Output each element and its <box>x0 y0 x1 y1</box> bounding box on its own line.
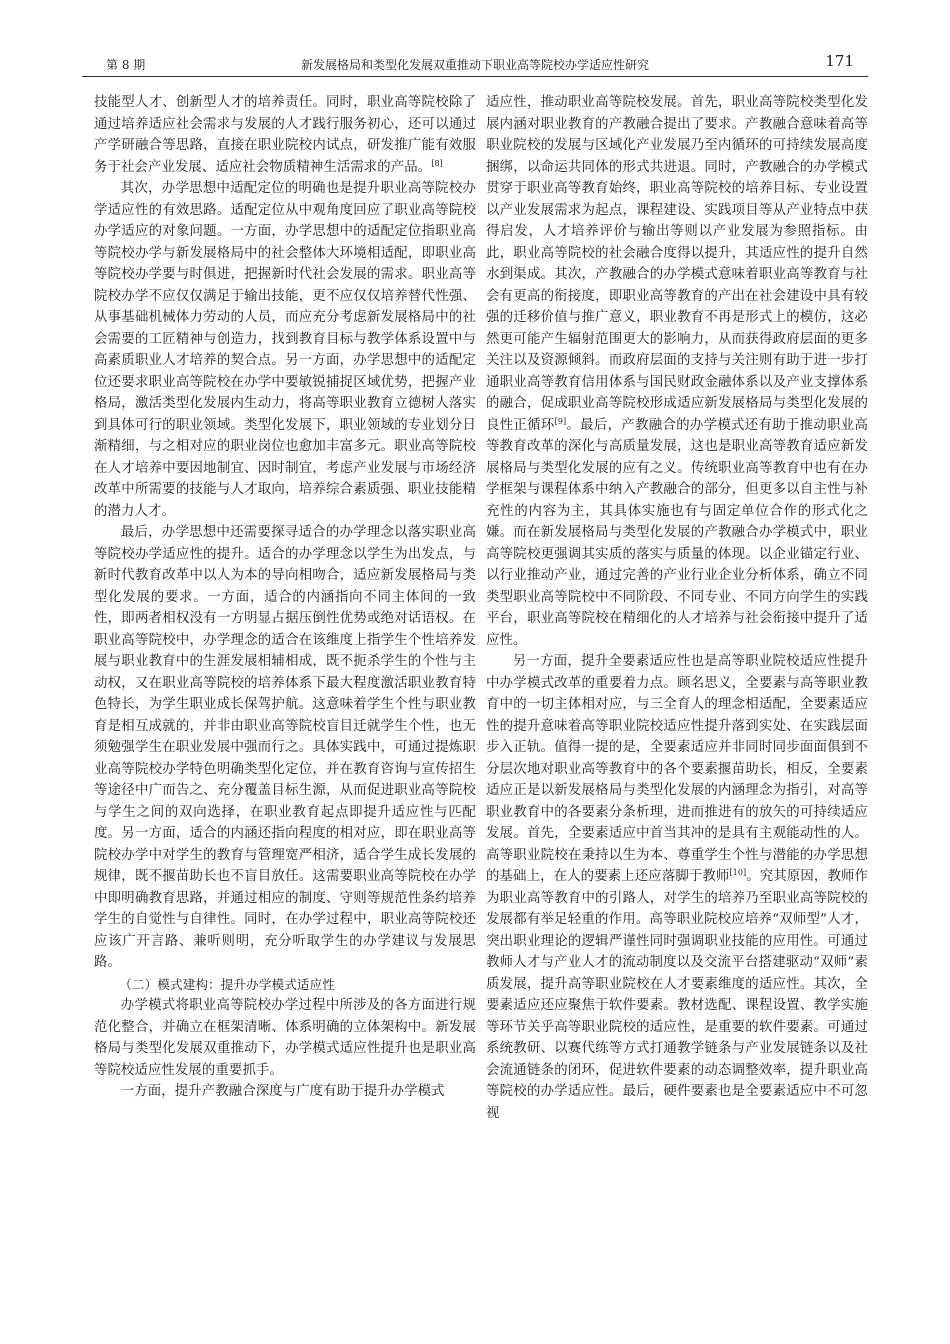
section-subheading: （二）模式建构：提升办学模式适应性 <box>119 976 335 992</box>
paragraph: 另一方面，提升全要素适应性也是高等职业院校适应性提升中办学模式改革的重要着力点。顾名思义，全要素与高等职业教育中的一切主体相对应，与三全育人的理念相适配，全要素适应性的提升意味着高等职业院校适应性提升落到实处、在实践层面步入正轨。值得一提的是，全要素适应并非同时同步面面俱到不分层次地对职业高等教育中的各个要素揠苗助长，相反，全要素适应正是以新发展格局与类型化发展的内涵理念为指引，对高等职业教育中的各要素分条析理，进而推进有的放矢的可持续适应发展。首先，全要素适应中首当其冲的是具有主观能动性的人。高等职业院校在秉持以生为本、尊重学生个性与潜能的办学思想的基础上，在人的要素上还应落脚于教师[10]。究其原因，教师作为职业高等教育中的引路人，对学生的培养乃至职业高等院校的发展都有举足轻重的作用。高等职业院校应培养“双师型”人才，突出职业理论的逻辑严谨性同时强调职业技能的应用性。可通过教师人才与产业人才的流动制度以及交流平台搭建驱动“双师”素质发展，提升高等职业院校在人才要素维度的适应性。其次，全要素适应还应聚焦于软件要素。教材选配、课程设置、教学实施等环节关乎高等职业院校的适应性，是重要的软件要素。可通过系统教研、以赛代练等方式打通教学链条与产业发展链条以及社会流通链条的闭环，促进软件要素的动态调整效率，提升职业高等院校的办学适应性。最后，硬件要素也是全要素适应中不可忽视 <box>486 654 868 1121</box>
citation-ref: [9] <box>554 416 567 426</box>
paragraph: 一方面，提升产教融合深度与广度有助于提升办学模式 <box>120 1084 445 1099</box>
paragraph: 其次，办学思想中适配定位的明确也是提升职业高等院校办学适应性的有效思路。适配定位从中观角度回应了职业高等院校办学适应的对象问题。一方面，办学思想中的适配定位指职业高等院校办学与新发展格局中的社会整体大环境相适配，即职业高等院校办学要与时俱进，把握新时代社会发展的需求。职业高等院校办学不应仅仅满足于输出技能，更不应仅仅培养替代性强、从事基础机械体力劳动的人员，而应充分考虑新发展格局中的社会需要的工匠精神与创造力，找到教育目标与教学体系设置中与高素质职业人才培养的契合点。另一方面，办学思想中的适配定位还要求职业高等院校在办学中要敏锐捕捉区域优势，把握产业格局，激活类型化发展内生动力，将高等职业教育立德树人落实到具体可行的职业领域。类型化发展下，职业领域的专业划分日渐精细，与之相对应的职业岗位也愈加丰富多元。职业高等院校在人才培养中要因地制宜、因时制宜，考虑产业发展与市场经济改革中所需要的技能与人才取向，培养综合素质强、职业技能精的潜力人才。 <box>94 181 476 519</box>
right-column <box>486 92 868 1292</box>
paragraph: 技能型人才、创新型人才的培养责任。同时，职业高等院校除了通过培养适应社会需求与发展的人才践行服务初心，还可以通过产学研融合等思路，直接在职业院校内试点，研发推广能有效服务于社会产业发展、适应社会物质精神生活需求的产品。[8] <box>94 95 476 175</box>
header-rule <box>82 76 868 77</box>
page-number: 171 <box>825 52 854 70</box>
citation-ref: [10] <box>729 868 747 877</box>
paragraph: 最后，办学思想中还需要探寻适合的办学理念以落实职业高等院校办学适应性的提升。适合的办学理念以学生为出发点，与新时代教育改革中以人为本的导向相吻合，适应新发展格局与类型化发展的要求。一方面，适合的内涵指向不同主体间的一致性，即两者相权没有一方明显占据压倒性优势或绝对话语权。在职业高等院校中，办学理念的适合在该维度上指学生个性培养发展与职业教育中的生涯发展相辅相成，既不扼杀学生的个性与主动权，又在职业高等院校的培养体系下最大程度激活职业教育特色特长，为学生职业成长保驾护航。这意味着学生个性与职业教育是相互成就的，并非由职业高等院校盲目迁就学生个性，也无须勉强学生在职业发展中强而行之。具体实践中，可通过提炼职业高等院校办学特色明确类型化定位，并在教育咨询与宣传招生等途径中广而告之、充分覆盖目标生源，从而促进职业高等院校与学生之间的双向选择，在职业教育起点即提升适应性与匹配度。另一方面，适合的内涵还指向程度的相对应，即在职业高等院校办学中对学生的教育与管理宽严相济，适合学生成长发展的规律，既不揠苗助长也不盲目放任。这需要职业高等院校在办学中即明确教育思路，并通过相应的制度、守则等规范性条约培养学生的自觉性与自律性。同时，在办学过程中，职业高等院校还应该广开言路、兼听则明，充分听取学生的办学建议与发展思路。 <box>94 525 476 970</box>
page-header <box>82 52 868 74</box>
paragraph: 适应性，推动职业高等院校发展。首先，职业高等院校类型化发展内涵对职业教育的产教融合提出了要求。产教融合意味着高等职业院校的发展与区域化产业发展乃至内循环的可持续发展高度捆绑，以命运共同体的形式共进退。同时，产教融合的办学模式贯穿于职业高等教育始终，职业高等院校的培养目标、专业设置以产业发展需求为起点，课程建设、实践项目等从产业特点中获得启发，人才培养评价与输出等则以产业发展为参照指标。由此，职业高等院校的社会融合度得以提升，其适应性的提升自然水到渠成。其次，产教融合的办学模式意味着职业高等教育与社会有更高的衔接度，即职业高等教育的产出在社会建设中具有较强的迁移价值与推广意义，职业教育不再是形式上的模仿，这必然更可能产生辐射范围更大的影响力，从而获得政府层面的更多关注以及资源倾斜。而政府层面的支持与关注则有助于进一步打通职业高等教育信用体系与国民财政金融体系以及产业支撑体系的融合，促成职业高等院校形成适应新发展格局与类型化发展的良性正循环[9]。最后，产教融合的办学模式还有助于推动职业高等教育改革的深化与高质量发展，这也是职业高等教育适应新发展格局与类型化发展的应有之义。传统职业高等教育中也有在办学框架与课程体系中纳入产教融合的部分，但更多以自主性与补充性的内容为主，其具体实施也有与固定单位合作的形式化之嫌。而在新发展格局与类型化发展的产教融合办学模式中，职业高等院校更强调其实质的落实与质量的体现。以企业锚定行业、以行业推动产业，通过完善的产业行业企业分析体系，确立不同类型职业高等院校中不同阶段、不同专业、不同方向学生的实践平台，职业高等院校在精细化的人才培养与社会衔接中提升了适应性。 <box>486 95 868 648</box>
citation-ref: [8] <box>431 158 443 168</box>
issue-number: 第 8 期 <box>106 58 146 72</box>
running-title: 新发展格局和类型化发展双重推动下职业高等院校办学适应性研究 <box>300 58 649 72</box>
left-column <box>94 92 476 1292</box>
paragraph: 办学模式将职业高等院校办学过程中所涉及的各方面进行规范化整合，并确立在框架清晰、体系明确的立体架构中。新发展格局与类型化发展双重推动下，办学模式适应性提升也是职业高等院校适应性发展的重要抓手。 <box>94 998 476 1078</box>
